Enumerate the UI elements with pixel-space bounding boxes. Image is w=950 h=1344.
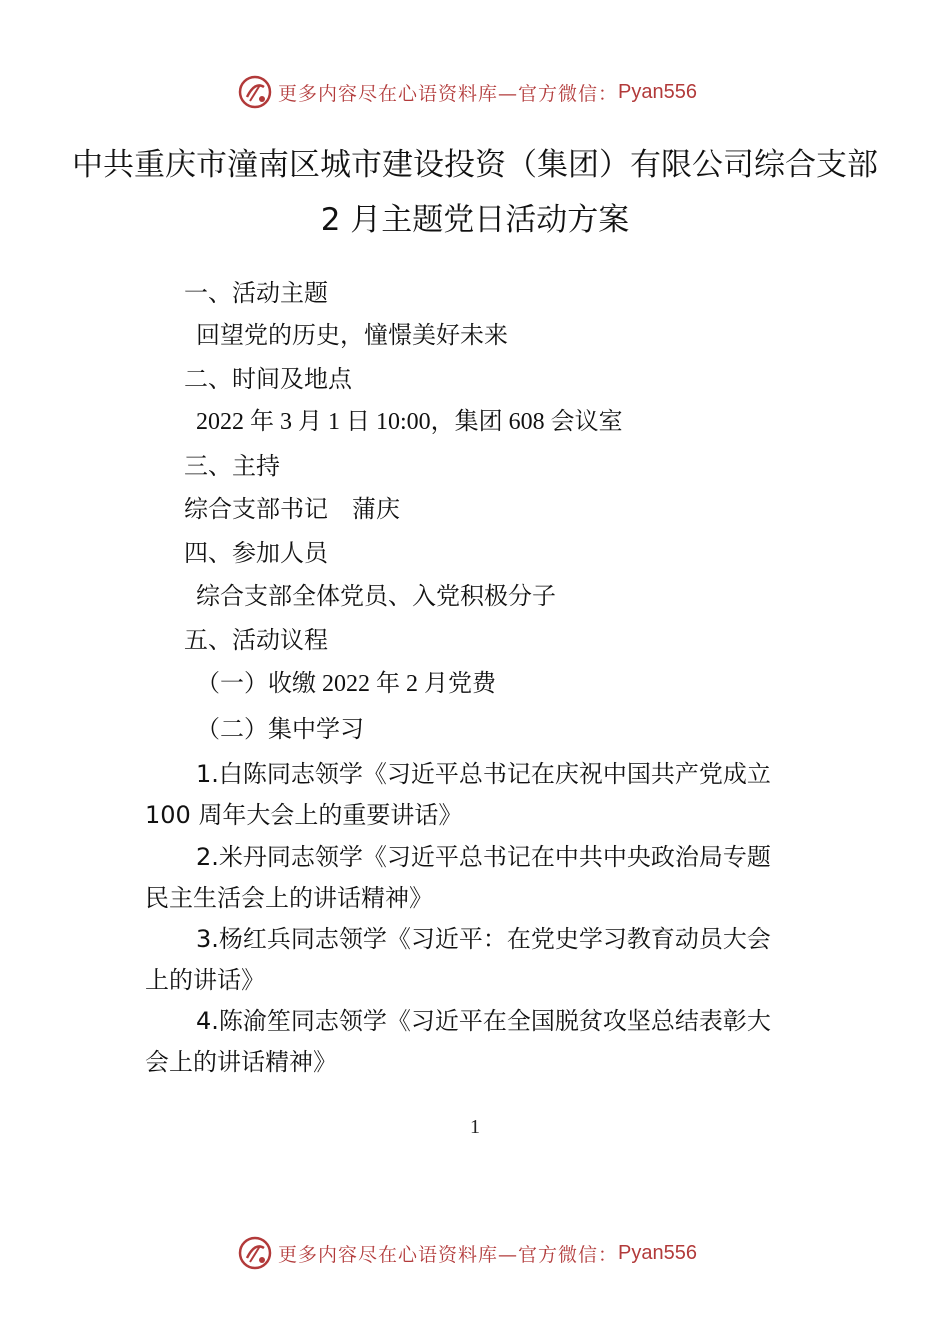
watermark-banner-bottom: [238, 1233, 697, 1273]
section-5-sub2: （二）集中学习: [196, 717, 364, 743]
study-item-4-line1: 4.陈渝笙同志领学《习近平在全国脱贫攻坚总结表彰大: [196, 1007, 771, 1035]
study-item-3-line2: 上的讲话》: [145, 966, 265, 994]
watermark-wechat-id: Pyan556: [618, 1241, 697, 1264]
section-2-heading: 二、时间及地点: [184, 365, 352, 393]
watermark-logo-icon: [238, 1236, 272, 1270]
study-item-1-line2: 100 周年大会上的重要讲话》: [145, 801, 463, 829]
study-item-2-line2: 民主生活会上的讲话精神》: [145, 884, 433, 912]
section-1-heading: 一、活动主题: [184, 279, 328, 307]
study-item-1-line1: 1.白陈同志领学《习近平总书记在庆祝中国共产党成立: [196, 760, 771, 788]
page-number: 1: [470, 1116, 480, 1138]
watermark-banner-top: [238, 72, 697, 112]
section-4-content: 综合支部全体党员、入党积极分子: [196, 582, 556, 610]
section-3-content: 综合支部书记 蒲庆: [184, 495, 400, 523]
study-item-4-line2: 会上的讲话精神》: [145, 1048, 337, 1076]
watermark-logo-icon: [238, 75, 272, 109]
document-title-line2: 2 月主题党日活动方案: [320, 202, 630, 238]
section-1-content: 回望党的历史，憧憬美好未来: [196, 321, 508, 349]
study-item-2-line1: 2.米丹同志领学《习近平总书记在中共中央政治局专题: [196, 843, 771, 871]
watermark-text: 更多内容尽在心语资料库—官方微信：: [278, 1243, 619, 1266]
section-5-sub1: （一）收缴 2022 年 2 月党费: [196, 671, 496, 697]
document-title-line1: 中共重庆市潼南区城市建设投资（集团）有限公司综合支部: [72, 147, 878, 183]
section-3-heading: 三、主持: [184, 452, 280, 480]
study-item-3-line1: 3.杨红兵同志领学《习近平：在党史学习教育动员大会: [196, 925, 771, 953]
section-2-content: 2022 年 3 月 1 日 10:00，集团 608 会议室: [196, 409, 623, 435]
section-4-heading: 四、参加人员: [184, 539, 328, 567]
watermark-text: 更多内容尽在心语资料库—官方微信：: [278, 82, 619, 105]
section-5-heading: 五、活动议程: [184, 626, 328, 654]
watermark-wechat-id: Pyan556: [618, 80, 697, 103]
